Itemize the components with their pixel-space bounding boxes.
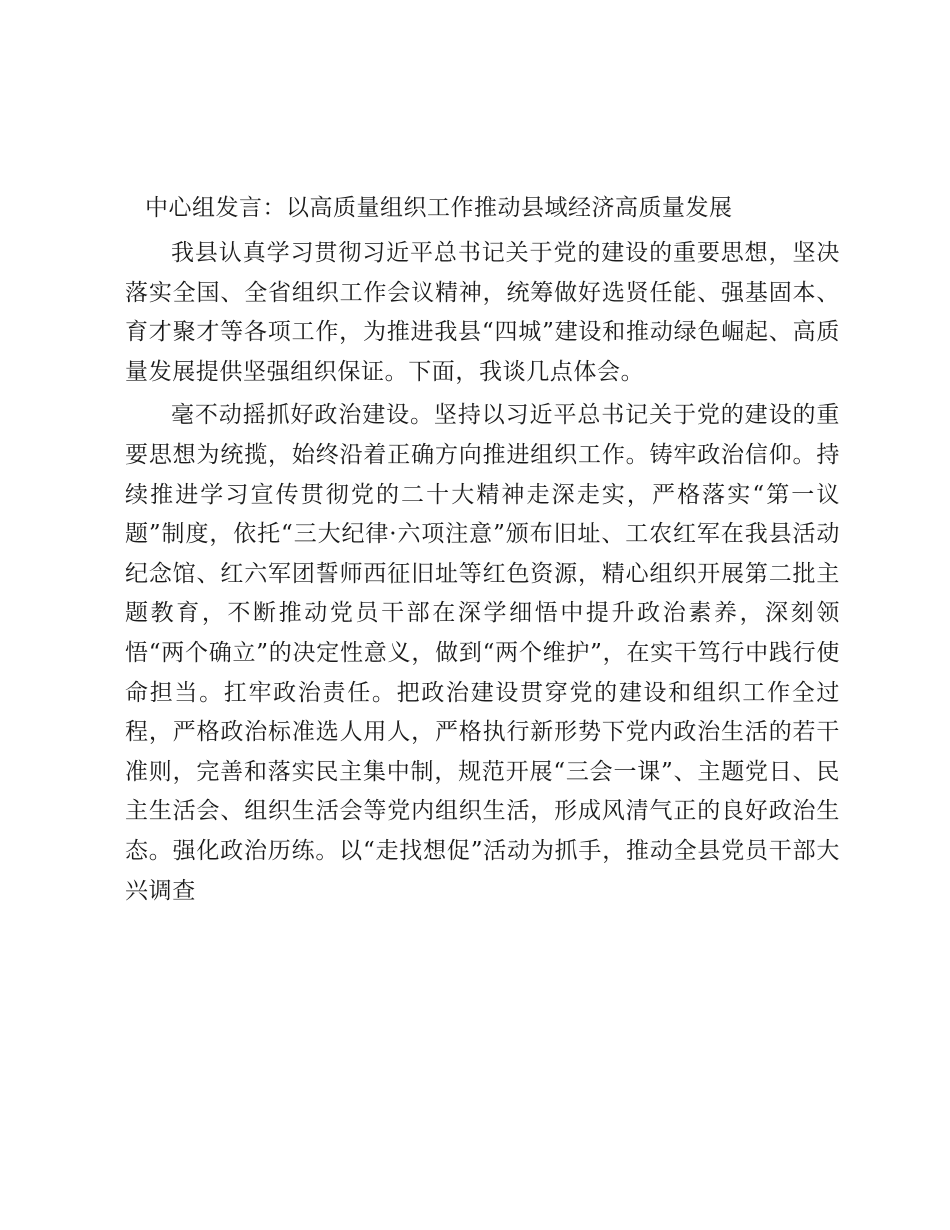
paragraph-political-construction: 毫不动摇抓好政治建设。坚持以习近平总书记关于党的建设的重要思想为统揽，始终沿着正确方向推进组织工作。铸牢政治信仰。持续推进学习宣传贯彻党的二十大精神走深走实，严格落实“第一议题”制度，依托“三大纪律·六项注意”颁布旧址、工农红军在我县活动纪念馆、红六军团誓师西征旧址等红色资源，精心组织开展第二批主题教育，不断推动党员干部在深学细悟中提升政治素养，深刻领悟“两个确立”的决定性意义，做到“两个维护”，在实干笃行中践行使命担当。扛牢政治责任。把政治建设贯穿党的建设和组织工作全过程，严格政治标准选人用人，严格执行新形势下党内政治生活的若干准则，完善和落实民主集中制，规范开展“三会一课”、主题党日、民主生活会、组织生活会等党内组织生活，形成风清气正的良好政治生态。强化政治历练。以“走找想促”活动为抓手，推动全县党员干部大兴调查 xyxy=(125,402,840,904)
document-title: 中心组发言：以高质量组织工作推动县域经济高质量发展 xyxy=(145,195,733,221)
paragraph-intro: 我县认真学习贯彻习近平总书记关于党的建设的重要思想，坚决落实全国、全省组织工作会议精神，统筹做好选贤任能、强基固本、育才聚才等各项工作，为推进我县“四城”建设和推动绿色崛起、高质量发展提供坚强组织保证。下面，我谈几点体会。 xyxy=(125,240,840,385)
document-body xyxy=(125,188,840,911)
